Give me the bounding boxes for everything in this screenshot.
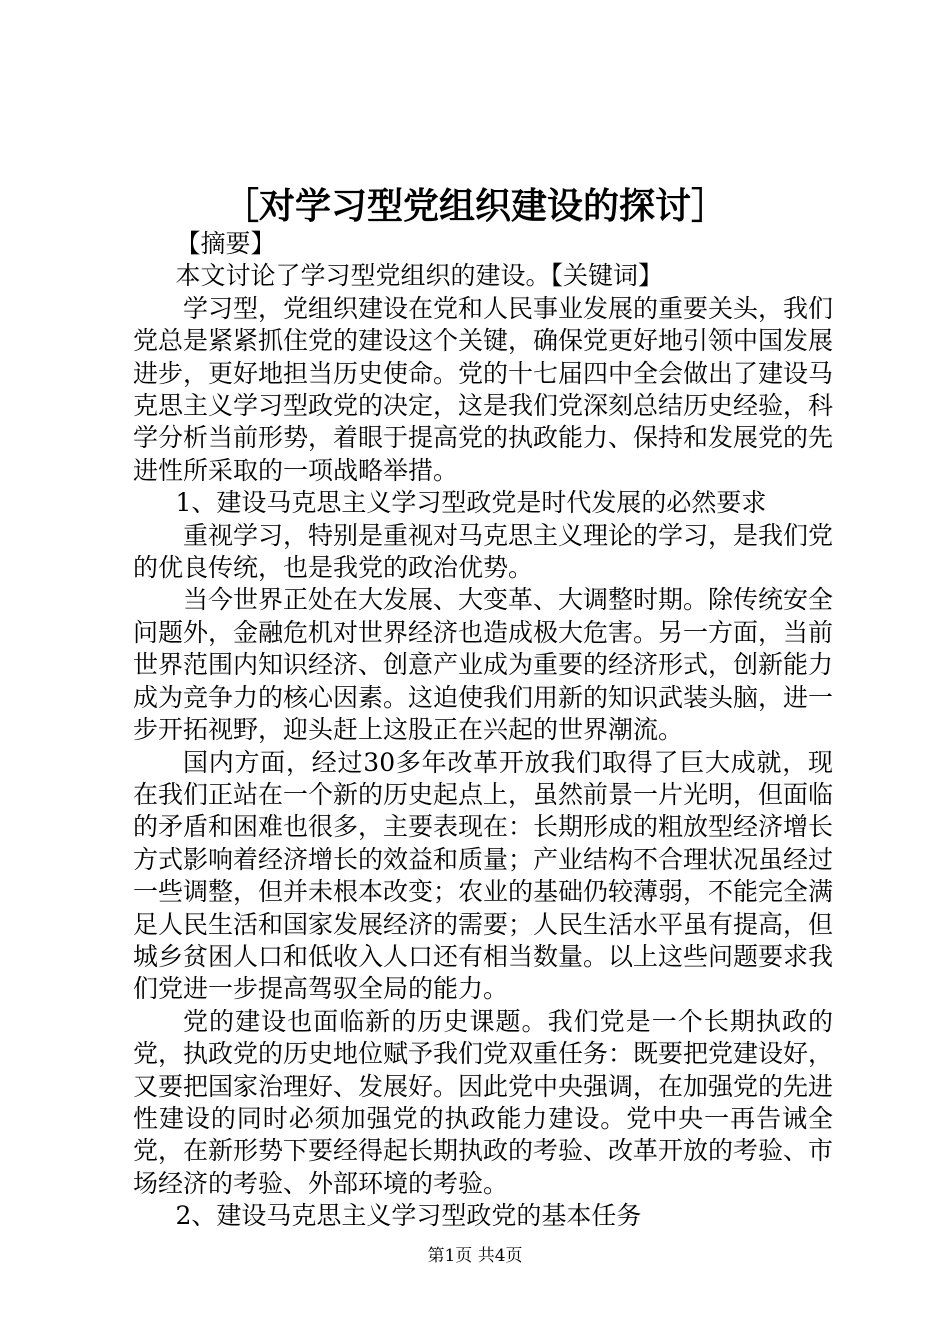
page-footer: 第1页 共4页 xyxy=(427,1246,523,1266)
document-title: ［对学习型党组织建设的探讨］ xyxy=(222,185,727,227)
document-body xyxy=(133,228,833,1233)
body-paragraph: 党的建设也面临新的历史课题。我们党是一个长期执政的党，执政党的历史地位赋予我们党双重任务：既要把党建设好，又要把国家治理好、发展好。因此党中央强调，在加强党的先进性建设的同时必须加强党的执政能力建设。党中央一再告诫全党，在新形势下要经得起长期执政的考验、改革开放的考验、市场经济的考验、外部环境的考验。 xyxy=(133,1006,834,1198)
body-paragraph: 当今世界正处在大发展、大变革、大调整时期。除传统安全问题外，金融危机对世界经济也造成极大危害。另一方面，当前世界范围内知识经济、创意产业成为重要的经济形式，创新能力成为竞争力的核心因素。这迫使我们用新的知识武装头脑，进一步开拓视野，迎头赶上这股正在兴起的世界潮流。 xyxy=(133,585,834,745)
abstract-heading: 【摘要】 xyxy=(175,229,276,258)
body-paragraph: 国内方面，经过30多年改革开放我们取得了巨大成就，现在我们正站在一个新的历史起点上，虽然前景一片光明，但面临的矛盾和困难也很多，主要表现在：长期形成的粗放型经济增长方式影响着经济增长的效益和质量；产业结构不合理状况虽经过一些调整，但并未根本改变；农业的基础仍较薄弱，不能完全满足人民生活和国家发展经济的需要；人民生活水平虽有提高，但城乡贫困人口和低收入人口还有相当数量。以上这些问题要求我们党进一步提高驾驭全局的能力。 xyxy=(133,747,834,1004)
body-paragraph: 重视学习，特别是重视对马克思主义理论的学习，是我们党的优良传统，也是我党的政治优势。 xyxy=(133,520,834,583)
abstract-text: 本文讨论了学习型党组织的建设。【关键词】 xyxy=(175,261,664,291)
body-paragraph: 学习型，党组织建设在党和人民事业发展的重要关头，我们党总是紧紧抓住党的建设这个关键，确保党更好地引领中国发展进步，更好地担当历史使命。党的十七届四中全会做出了建设马克思主义学习型政党的决定，这是我们党深刻总结历史经验，科学分析当前形势，着眼于提高党的执政能力、保持和发展党的先进性所采取的一项战略举措。 xyxy=(133,293,834,485)
section-heading-2: 2、建设马克思主义学习型政党的基本任务 xyxy=(175,1201,642,1231)
section-heading-1: 1、建设马克思主义学习型政党是时代发展的必然要求 xyxy=(175,488,767,518)
